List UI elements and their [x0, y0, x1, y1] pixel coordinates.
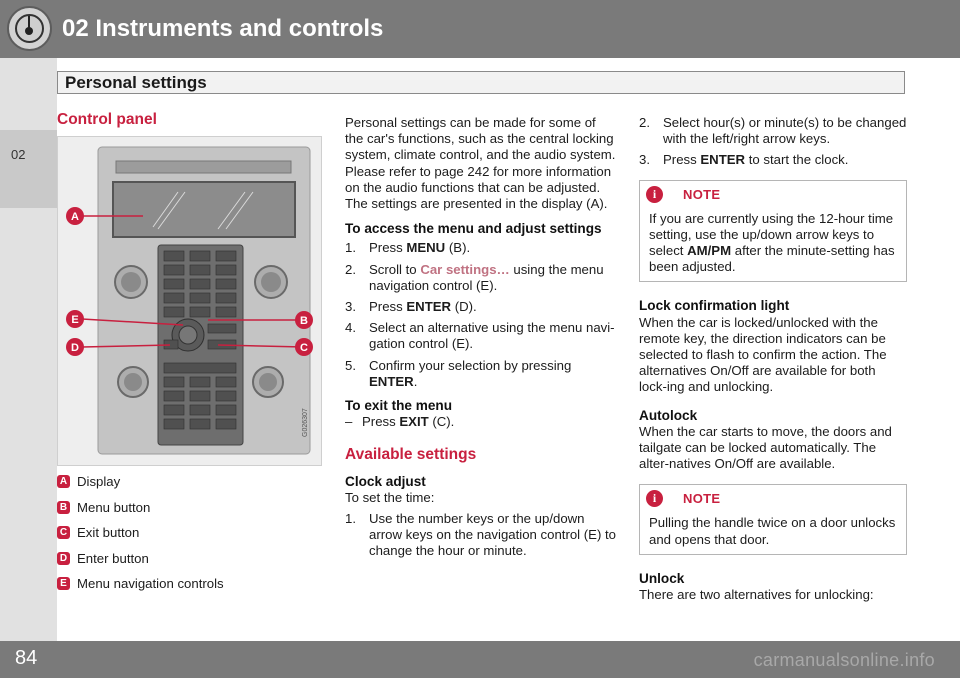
- lock-confirmation-heading: Lock confirmation light: [639, 298, 790, 314]
- legend-text: Menu navigation controls: [77, 576, 224, 592]
- column-3: [639, 112, 907, 603]
- callout-d-label: D: [71, 342, 79, 355]
- section-bar: [57, 71, 905, 94]
- chapter-tab-label: 02: [11, 147, 26, 162]
- step-number: 1.: [345, 511, 356, 527]
- step-text: (D).: [451, 299, 477, 315]
- step-text: Scroll to: [369, 261, 421, 277]
- unlock-text: There are two alternatives for unlocking:: [639, 587, 874, 603]
- step-text: (C).: [428, 414, 455, 430]
- info-icon: i: [646, 186, 663, 203]
- step-item: [345, 320, 617, 352]
- note-box: [639, 180, 907, 283]
- chapter-tab: [0, 130, 57, 208]
- step-text: Press: [369, 299, 407, 315]
- legend-item: [57, 498, 322, 524]
- note-box: [639, 484, 907, 554]
- gauge-icon: [7, 6, 52, 51]
- clock-steps-continued: [639, 115, 907, 169]
- autolock-heading: Autolock: [639, 407, 698, 423]
- legend-text: Menu button: [77, 499, 151, 515]
- step-item: [345, 358, 617, 390]
- legend-text: Display: [77, 474, 121, 490]
- unlock-heading: Unlock: [639, 570, 685, 586]
- note-title: NOTE: [683, 186, 721, 202]
- column-2: [345, 112, 617, 565]
- step-number: 2.: [639, 115, 650, 130]
- available-settings-heading: Available settings: [345, 446, 477, 464]
- legend-item: [57, 574, 322, 600]
- note-text-part: If you are currently using the 12-hour time setting, use the up/down arrow keys to select: [649, 210, 894, 259]
- control-panel-figure: [57, 136, 322, 466]
- legend-letter: E: [57, 577, 70, 590]
- clock-intro: To set the time:: [345, 489, 435, 505]
- page-footer: [0, 641, 960, 678]
- step-text: Press: [663, 152, 701, 168]
- lock-confirmation-text: When the car is locked/unlocked with the remote key, the direction indicators can be selected to flash to confirm the action. The alternatives On/Off are available for both lock-ing and unlocking.: [639, 314, 887, 395]
- step-text: .: [413, 373, 418, 389]
- step-text: Press: [369, 240, 407, 256]
- step-key: ENTER: [700, 152, 746, 168]
- step-item: [345, 299, 617, 315]
- step-text: Confirm your selection by pressing: [369, 357, 572, 373]
- autolock-text: When the car starts to move, the doors and tailgate can be locked automatically. The alter-natives On/Off are available.: [639, 423, 892, 472]
- callout-e-label: E: [71, 314, 79, 327]
- callout-b-label: B: [300, 315, 308, 328]
- menu-option: Car settings…: [420, 261, 510, 277]
- callout-a-label: A: [71, 211, 79, 224]
- display-screen: [113, 182, 295, 237]
- legend-item: [57, 472, 322, 498]
- legend-letter: B: [57, 501, 70, 514]
- step-number: 3.: [345, 299, 356, 315]
- step-key: ENTER: [369, 373, 414, 389]
- watermark: carmanualsonline.info: [753, 650, 935, 670]
- step-text: Press: [362, 414, 400, 430]
- legend-letter: D: [57, 552, 70, 565]
- step-text: using the menu navigation control (E).: [369, 261, 604, 293]
- exit-menu-steps: [345, 414, 617, 430]
- step-item: [345, 240, 617, 256]
- callout-c-label: C: [300, 342, 308, 355]
- step-number: 2.: [345, 261, 356, 277]
- chapter-title: 02 Instruments and controls: [62, 15, 384, 42]
- note-header: [649, 186, 897, 208]
- legend-letter: C: [57, 526, 70, 539]
- chapter-header: [0, 0, 960, 58]
- step-key: ENTER: [406, 299, 452, 315]
- step-text: to start the clock.: [745, 152, 849, 168]
- info-icon: i: [646, 490, 663, 507]
- step-key: MENU: [406, 240, 446, 256]
- step-item: [639, 115, 907, 147]
- note-header: [649, 490, 897, 512]
- step-dash: –: [345, 414, 353, 430]
- note-text-part: after the minute-setting has been adjusted.: [649, 243, 895, 275]
- figure-legend: [57, 472, 322, 600]
- legend-text: Exit button: [77, 525, 140, 541]
- step-number: 3.: [639, 152, 650, 168]
- page-number: 84: [15, 647, 38, 669]
- step-key: EXIT: [399, 414, 429, 430]
- step-item: [639, 152, 907, 168]
- section-title: Personal settings: [65, 73, 207, 92]
- step-text: Select an alternative using the menu navi-gation control (E).: [369, 320, 615, 352]
- clock-steps: [345, 511, 617, 560]
- step-number: 5.: [345, 357, 356, 373]
- step-number: 4.: [345, 320, 356, 336]
- step-text: Select hour(s) or minute(s) to be changed with the left/right arrow keys.: [663, 115, 907, 147]
- exit-menu-heading: To exit the menu: [345, 398, 452, 414]
- legend-letter: A: [57, 475, 70, 488]
- legend-item: [57, 523, 322, 549]
- note-key: AM/PM: [687, 243, 732, 259]
- step-item: [345, 511, 617, 560]
- note-text: Pulling the handle twice on a door unlocks and opens that door.: [649, 515, 896, 547]
- note-title: NOTE: [683, 491, 721, 507]
- legend-item: [57, 549, 322, 575]
- legend-text: Enter button: [77, 550, 149, 566]
- control-panel-illustration: [58, 137, 321, 465]
- clock-adjust-heading: Clock adjust: [345, 473, 426, 489]
- step-item: [345, 414, 617, 430]
- intro-paragraph: Personal settings can be made for some of the car's functions, such as the central locking system, climate control, and the audio system. Please refer to page 242 for more information on the audio functions that can be adjusted. The settings are presented in the display (A).: [345, 115, 616, 212]
- step-text: (B).: [445, 240, 471, 256]
- step-text: Use the number keys or the up/down arrow keys on the navigation control (E) to change the hour or minute.: [369, 511, 617, 559]
- column-1: [57, 112, 322, 600]
- note-text: [649, 211, 897, 276]
- figure-code: G026307: [302, 408, 309, 438]
- access-menu-steps: [345, 240, 617, 390]
- access-menu-heading: To access the menu and adjust settings: [345, 221, 602, 237]
- step-number: 1.: [345, 240, 356, 256]
- control-panel-heading: Control panel: [57, 111, 157, 128]
- step-item: [345, 262, 617, 294]
